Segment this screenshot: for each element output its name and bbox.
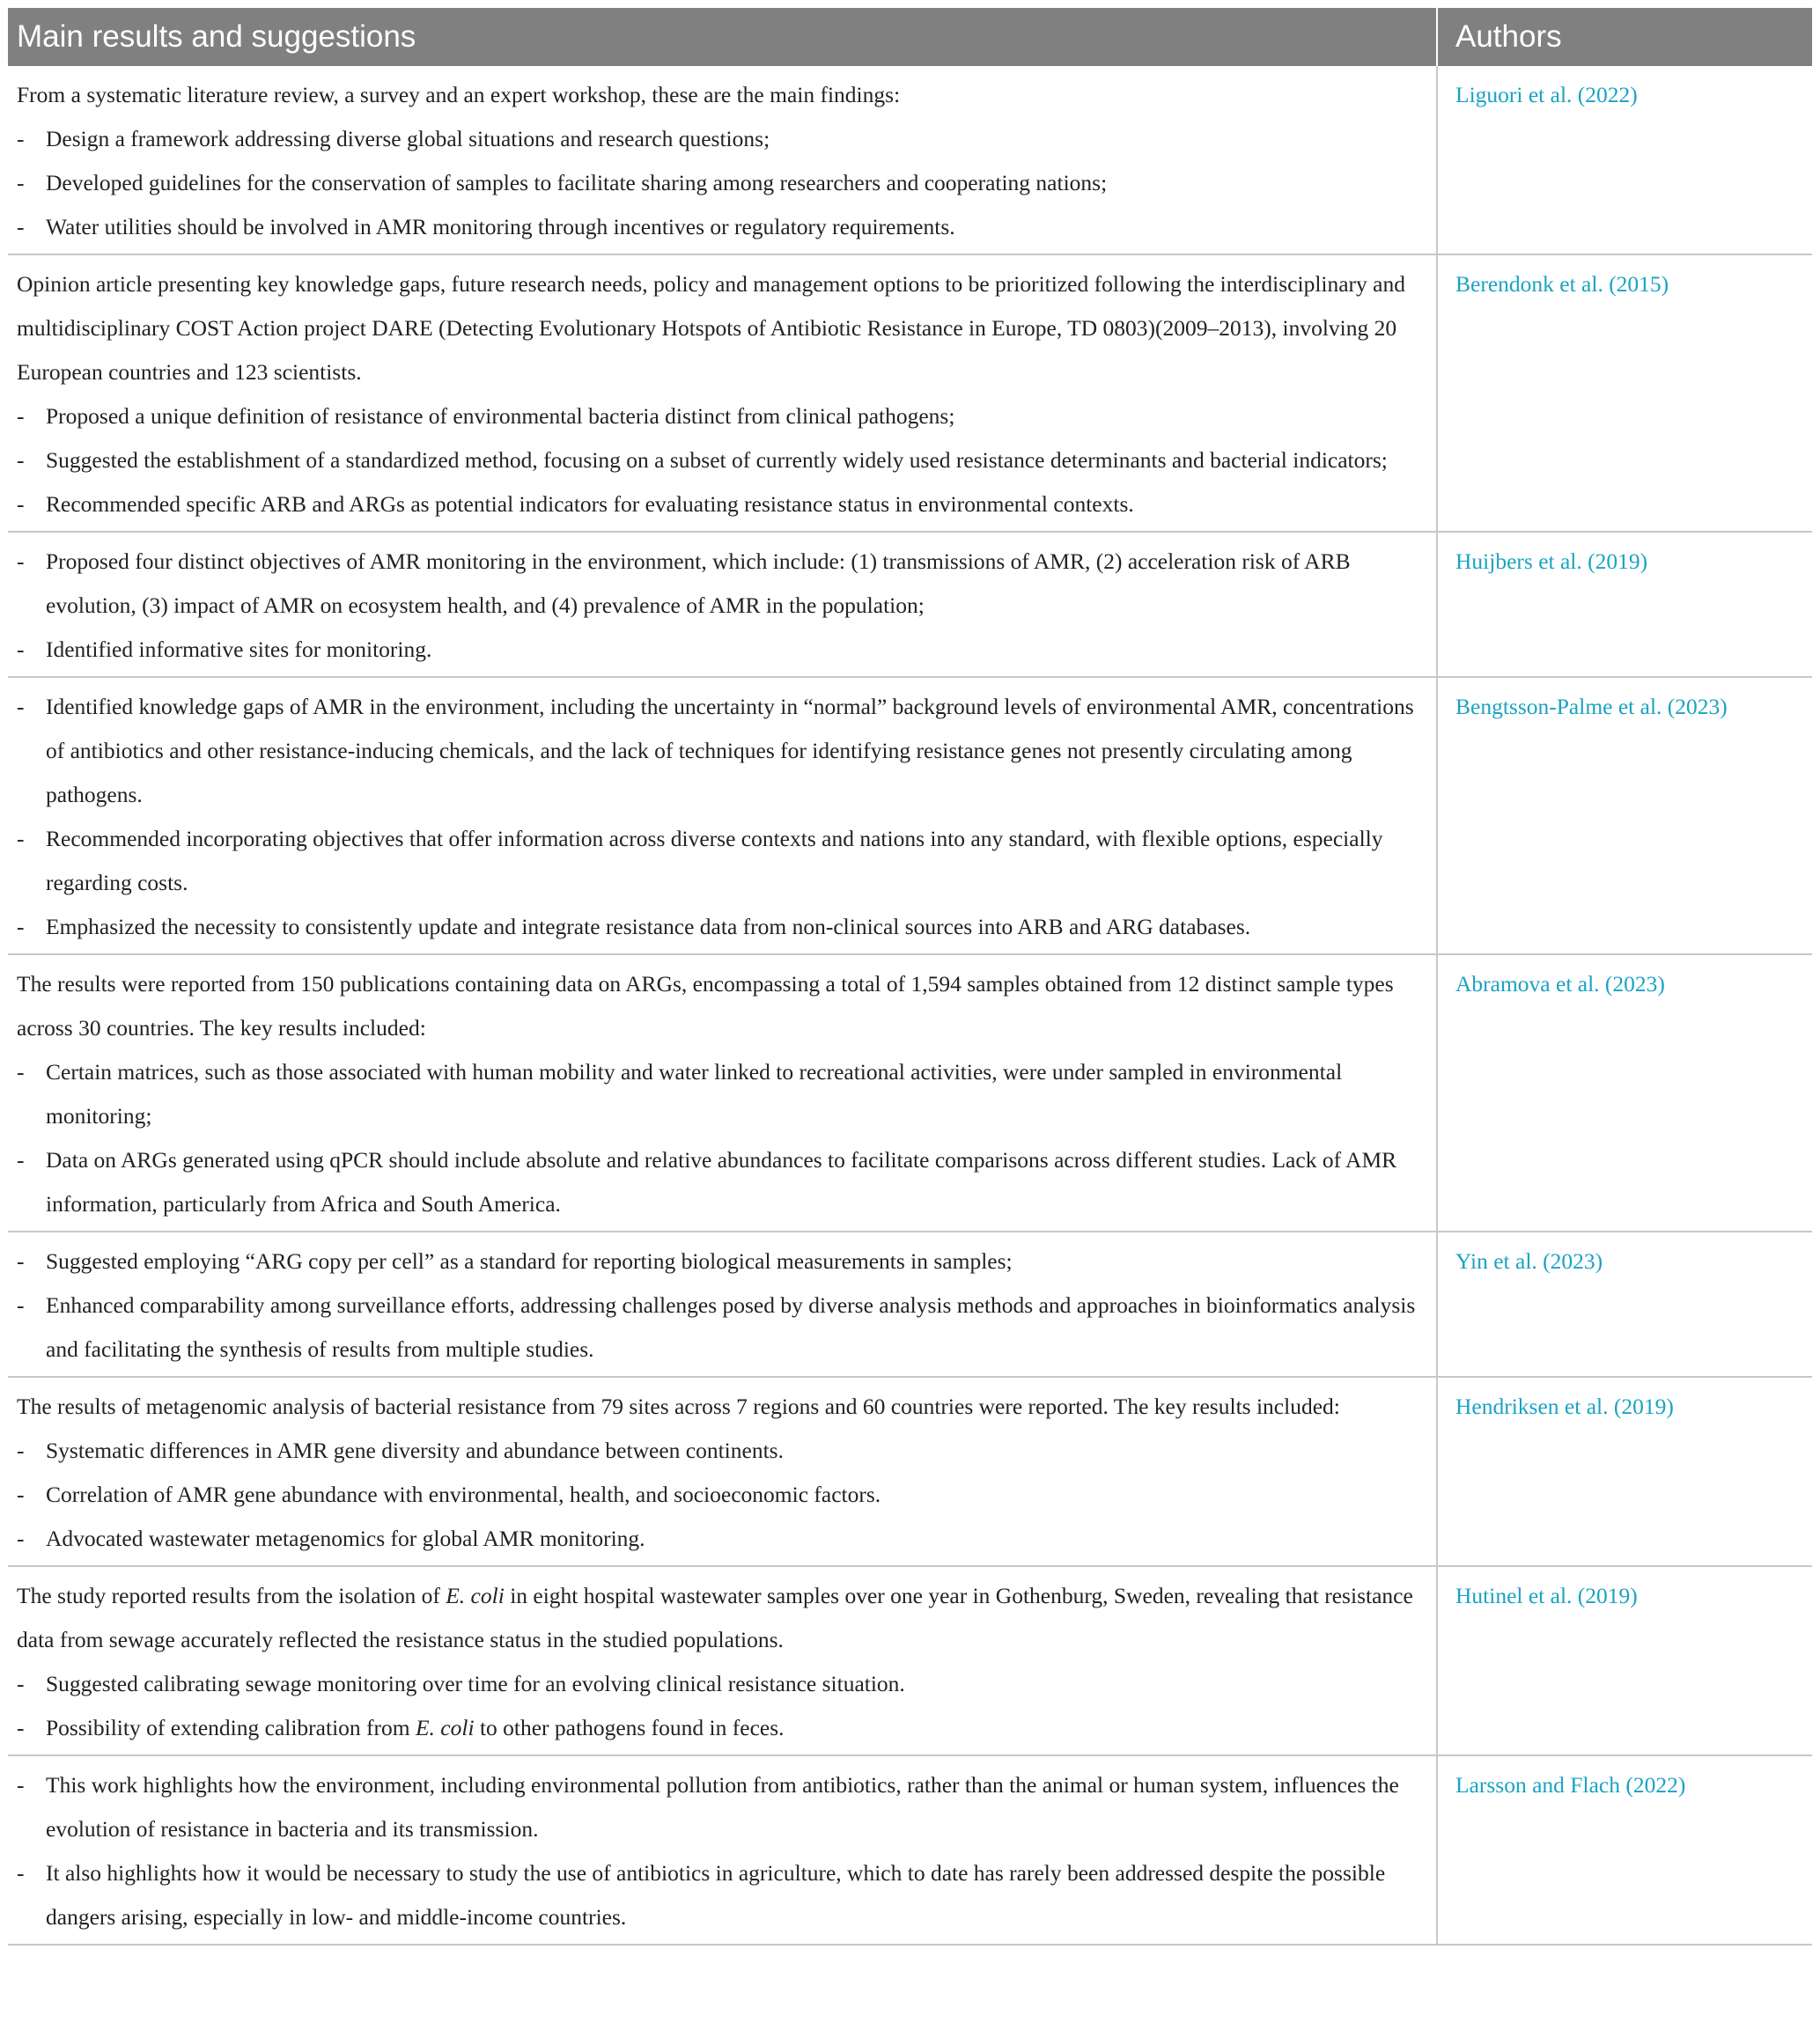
dash-marker: - <box>17 1482 25 1507</box>
table-row <box>8 1755 1812 1945</box>
table-row <box>8 532 1812 677</box>
main-results-cell <box>8 1232 1437 1377</box>
table-row <box>8 1566 1812 1755</box>
row-intro: Opinion article presenting key knowledge gaps, future research needs, policy and management options to be prioritized following the interdisciplinary and multidisciplinary COST Action project DARE (Detecting Evolutionary Hotspots of Antibiotic Resistance in Europe, TD 0803)(2009–2013), involving 20 European countries and 123 scientists. <box>17 271 1405 385</box>
dash-marker: - <box>17 126 25 151</box>
bullet-text: Systematic differences in AMR gene diversity and abundance between continents. <box>46 1438 784 1463</box>
table-row <box>8 954 1812 1232</box>
main-results-cell <box>8 1377 1437 1566</box>
author-citation-link[interactable]: Liguori et al. (2022) <box>1437 66 1812 254</box>
species-name: E. coli <box>415 1715 475 1740</box>
author-citation-link[interactable]: Bengtsson-Palme et al. (2023) <box>1437 677 1812 954</box>
bullet-item <box>17 1517 1427 1561</box>
bullet-text: Suggested the establishment of a standardized method, focusing on a subset of currently widely used resistance determinants and bacterial indicators; <box>46 447 1388 473</box>
dash-marker: - <box>17 1292 25 1318</box>
author-citation-link[interactable]: Larsson and Flach (2022) <box>1437 1755 1812 1945</box>
dash-marker: - <box>17 1526 25 1551</box>
dash-marker: - <box>17 826 25 851</box>
bullet-item <box>17 1662 1427 1706</box>
column-header-main-results: Main results and suggestions <box>8 8 1437 66</box>
bullet-item <box>17 482 1427 526</box>
table-header <box>8 8 1812 66</box>
table-row <box>8 1232 1812 1377</box>
bullet-item <box>17 540 1427 628</box>
table-row <box>8 677 1812 954</box>
bullet-item <box>17 1706 1427 1750</box>
dash-marker: - <box>17 1147 25 1173</box>
author-citation-link[interactable]: Abramova et al. (2023) <box>1437 954 1812 1232</box>
bullet-text: Advocated wastewater metagenomics for global AMR monitoring. <box>46 1526 645 1551</box>
bullet-text: Identified informative sites for monitoring. <box>46 636 432 662</box>
author-citation-link[interactable]: Huijbers et al. (2019) <box>1437 532 1812 677</box>
bullet-text-start: Possibility of extending calibration from <box>46 1715 416 1740</box>
dash-marker: - <box>17 1715 25 1740</box>
bullet-item <box>17 628 1427 672</box>
main-results-cell <box>8 254 1437 532</box>
bullet-item <box>17 1473 1427 1517</box>
dash-marker: - <box>17 1248 25 1274</box>
dash-marker: - <box>17 1772 25 1798</box>
bullet-item <box>17 1763 1427 1851</box>
bullet-text: Proposed a unique definition of resistance of environmental bacteria distinct from clinical pathogens; <box>46 403 955 429</box>
row-intro: The results were reported from 150 publications containing data on ARGs, encompassing a total of 1,594 samples obtained from 12 distinct sample types across 30 countries. The key results included: <box>17 971 1394 1041</box>
bullet-text: Certain matrices, such as those associated with human mobility and water linked to recreational activities, were under sampled in environmental monitoring; <box>46 1059 1343 1129</box>
table-row <box>8 1377 1812 1566</box>
dash-marker: - <box>17 403 25 429</box>
bullet-text: Design a framework addressing diverse global situations and research questions; <box>46 126 770 151</box>
bullet-item <box>17 1851 1427 1939</box>
table-row <box>8 66 1812 254</box>
dash-marker: - <box>17 1860 25 1886</box>
bullet-item <box>17 438 1427 482</box>
dash-marker: - <box>17 548 25 574</box>
bullet-item <box>17 205 1427 249</box>
results-table <box>8 8 1812 1946</box>
dash-marker: - <box>17 1671 25 1696</box>
author-citation-link[interactable]: Yin et al. (2023) <box>1437 1232 1812 1377</box>
bullet-text: Recommended specific ARB and ARGs as potential indicators for evaluating resistance status in environmental contexts. <box>46 491 1134 517</box>
bullet-item <box>17 685 1427 817</box>
dash-marker: - <box>17 447 25 473</box>
bullet-text-end: to other pathogens found in feces. <box>474 1715 785 1740</box>
main-results-cell <box>8 677 1437 954</box>
dash-marker: - <box>17 694 25 719</box>
main-results-cell <box>8 532 1437 677</box>
bullet-text: Developed guidelines for the conservation of samples to facilitate sharing among researchers and cooperating nations; <box>46 170 1108 195</box>
bullet-text: Emphasized the necessity to consistently update and integrate resistance data from non-clinical sources into ARB and ARG databases. <box>46 914 1251 939</box>
bullet-item <box>17 1138 1427 1226</box>
dash-marker: - <box>17 914 25 939</box>
bullet-text <box>46 1715 785 1740</box>
bullet-item <box>17 1284 1427 1372</box>
dash-marker: - <box>17 1059 25 1085</box>
species-name: E. coli <box>446 1583 505 1608</box>
bullet-text: Recommended incorporating objectives that offer information across diverse contexts and nations into any standard, with flexible options, especially regarding costs. <box>46 826 1383 895</box>
bullet-text: Proposed four distinct objectives of AMR monitoring in the environment, which include: (1) transmissions of AMR, (2) acceleration risk of ARB evolution, (3) impact of AMR on ecosystem health, and (4) prevalence of AMR in the population; <box>46 548 1351 618</box>
main-results-cell <box>8 1755 1437 1945</box>
intro-text-start: The study reported results from the isolation of <box>17 1583 446 1608</box>
author-citation-link[interactable]: Hendriksen et al. (2019) <box>1437 1377 1812 1566</box>
bullet-item <box>17 905 1427 949</box>
bullet-item <box>17 394 1427 438</box>
row-intro: The results of metagenomic analysis of bacterial resistance from 79 sites across 7 regions and 60 countries were reported. The key results included: <box>17 1394 1340 1419</box>
dash-marker: - <box>17 1438 25 1463</box>
main-results-cell <box>8 1566 1437 1755</box>
intro-text-end: in eight hospital wastewater samples over one year in Gothenburg, Sweden, revealing that resistance data from sewage accurately reflected the resistance status in the studied populations. <box>17 1583 1413 1652</box>
author-citation-link[interactable]: Berendonk et al. (2015) <box>1437 254 1812 532</box>
bullet-text: This work highlights how the environment, including environmental pollution from antibiotics, rather than the animal or human system, influences the evolution of resistance in bacteria and its transmission. <box>46 1772 1399 1842</box>
bullet-text: Water utilities should be involved in AMR monitoring through incentives or regulatory requirements. <box>46 214 955 239</box>
table-row <box>8 254 1812 532</box>
dash-marker: - <box>17 636 25 662</box>
bullet-item <box>17 817 1427 905</box>
main-results-cell <box>8 66 1437 254</box>
dash-marker: - <box>17 170 25 195</box>
bullet-text: Enhanced comparability among surveillance efforts, addressing challenges posed by diverse analysis methods and approaches in bioinformatics analysis and facilitating the synthesis of results from multiple studies. <box>46 1292 1416 1362</box>
dash-marker: - <box>17 491 25 517</box>
bullet-item <box>17 1429 1427 1473</box>
author-citation-link[interactable]: Hutinel et al. (2019) <box>1437 1566 1812 1755</box>
bullet-text: Data on ARGs generated using qPCR should include absolute and relative abundances to facilitate comparisons across different studies. Lack of AMR information, particularly from Africa and South America. <box>46 1147 1397 1217</box>
main-results-cell <box>8 954 1437 1232</box>
bullet-item <box>17 1240 1427 1284</box>
bullet-text: Suggested calibrating sewage monitoring over time for an evolving clinical resistance situation. <box>46 1671 905 1696</box>
column-header-authors: Authors <box>1437 8 1812 66</box>
dash-marker: - <box>17 214 25 239</box>
bullet-item <box>17 161 1427 205</box>
header-row <box>8 8 1812 66</box>
row-intro: From a systematic literature review, a survey and an expert workshop, these are the main findings: <box>17 82 901 107</box>
row-intro <box>17 1574 1427 1662</box>
bullet-text: Suggested employing “ARG copy per cell” as a standard for reporting biological measurements in samples; <box>46 1248 1013 1274</box>
bullet-text: Correlation of AMR gene abundance with environmental, health, and socioeconomic factors. <box>46 1482 881 1507</box>
bullet-item <box>17 117 1427 161</box>
bullet-text: It also highlights how it would be necessary to study the use of antibiotics in agriculture, which to date has rarely been addressed despite the possible dangers arising, especially in low- and middle-income countries. <box>46 1860 1386 1930</box>
bullet-item <box>17 1050 1427 1138</box>
bullet-text: Identified knowledge gaps of AMR in the environment, including the uncertainty in “normal” background levels of environmental AMR, concentrations of antibiotics and other resistance-inducing chemicals, and the lack of techniques for identifying resistance genes not presently circulating among pathogens. <box>46 694 1414 807</box>
